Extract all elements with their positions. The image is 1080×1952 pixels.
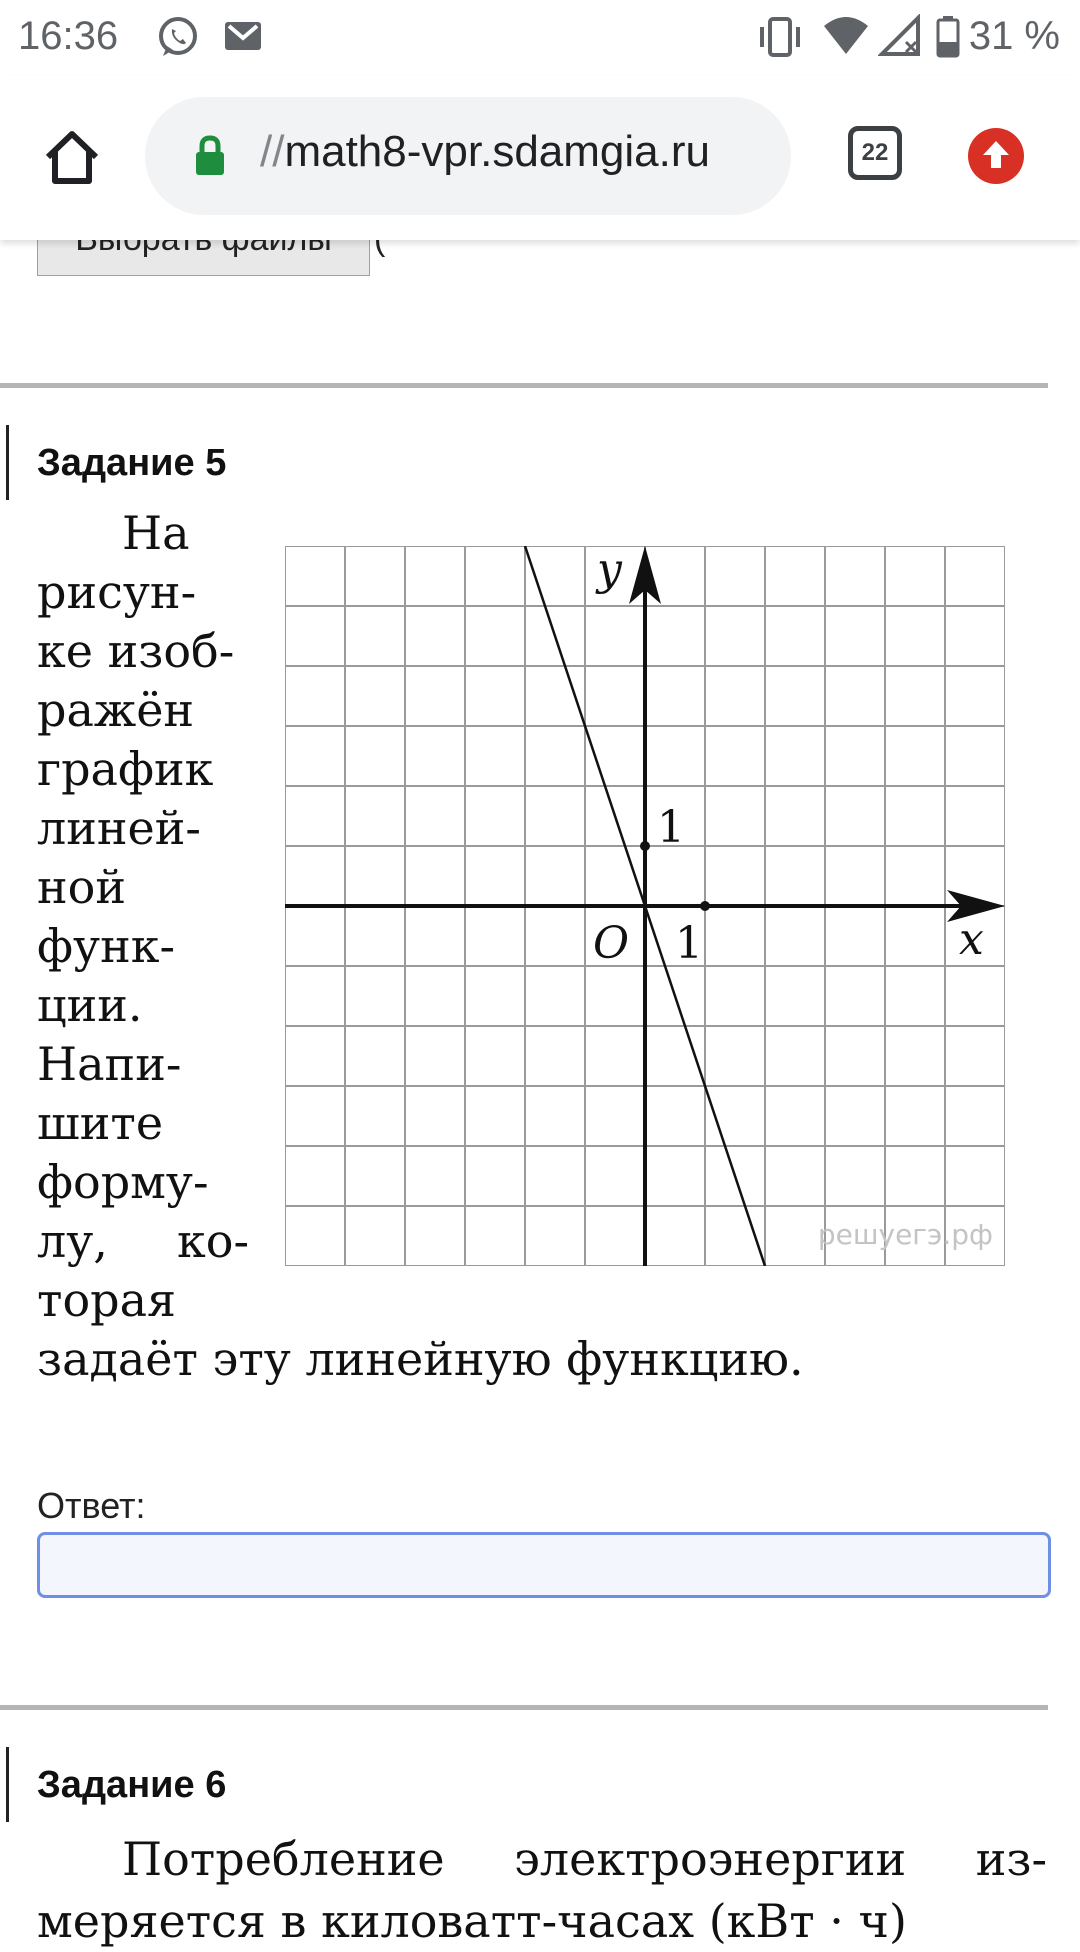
url-prefix: // (260, 127, 285, 176)
task-marker (0, 425, 9, 500)
home-icon (40, 125, 104, 189)
answer-input[interactable] (37, 1532, 1051, 1598)
wifi-icon (822, 14, 870, 64)
task5-title: Задание 5 (37, 442, 227, 484)
task5-line: ции. (37, 978, 143, 1032)
browser-toolbar (0, 75, 1080, 240)
task5-text (37, 504, 249, 1330)
home-button[interactable] (40, 125, 104, 189)
status-time: 16:36 (18, 14, 119, 58)
lock-icon (193, 135, 227, 181)
answer-label: Ответ: (37, 1485, 146, 1526)
marked-point (640, 841, 650, 851)
function-graph (285, 546, 1005, 1266)
task5-line: ражён (37, 683, 195, 737)
x-tick-label: 1 (675, 918, 703, 969)
task5-line: Напи- (37, 1037, 182, 1091)
vibrate-icon (755, 14, 805, 64)
status-bar (0, 0, 1080, 75)
url-bar[interactable] (145, 97, 791, 215)
update-button[interactable] (968, 128, 1024, 184)
battery-icon (935, 14, 961, 64)
task5-line: линей- (37, 801, 201, 855)
task6-title: Задание 6 (37, 1764, 227, 1806)
watermark: решуегэ.рф (817, 1218, 993, 1251)
task5-line: На (122, 506, 190, 560)
update-icon (968, 128, 1024, 184)
signal-icon (878, 14, 924, 64)
task5-line: торая (37, 1273, 177, 1327)
task5-line: ке изоб- (37, 624, 235, 678)
task5-line: шите (37, 1096, 164, 1150)
divider (0, 1705, 1048, 1710)
task6-text-line: меряется в киловатт-часах (кВт · ч) (37, 1894, 907, 1948)
task5-line: функ- (37, 919, 176, 973)
origin-label: O (593, 918, 630, 969)
battery-percent: 31 % (968, 14, 1060, 58)
task5-line: форму- (37, 1155, 209, 1209)
marked-point (700, 901, 710, 911)
task5-line: лу, ко- (37, 1214, 249, 1268)
x-axis-label: x (959, 914, 984, 965)
task5-line: рисун- (37, 565, 197, 619)
tabs-button[interactable] (848, 126, 902, 180)
task5-line: ной (37, 860, 127, 914)
tab-count: 22 (861, 139, 889, 166)
y-axis-label: y (597, 546, 622, 595)
task-marker (0, 1747, 9, 1822)
url-host: math8-vpr.sdamgia.ru (284, 127, 710, 176)
url-text (260, 127, 710, 177)
divider (0, 383, 1048, 388)
y-tick-label: 1 (657, 802, 685, 853)
task6-text-line: Потребление электроэнергии из- (122, 1832, 1047, 1886)
whatsapp-icon (155, 14, 201, 64)
task5-text-last: задаёт эту линейную функцию. (37, 1332, 804, 1386)
task5-line: график (37, 742, 214, 796)
gmail-icon (222, 14, 264, 60)
